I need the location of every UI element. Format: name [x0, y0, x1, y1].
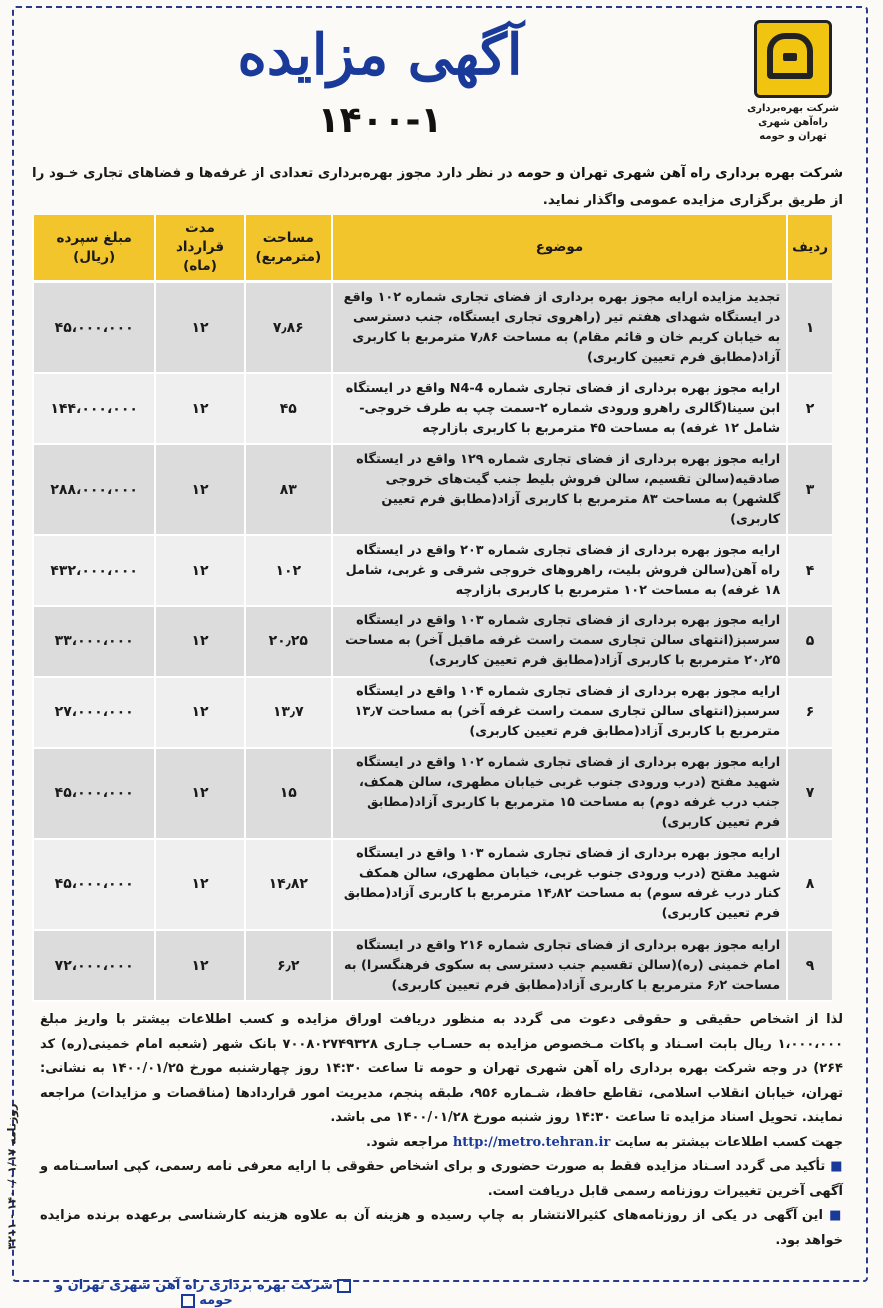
- row-area: ۱۳٫۷: [245, 677, 332, 748]
- row-subject: ارایه مجوز بهره برداری از فضای تجاری شماره ۱۰۳ واقع در ایستگاه شهید مفتح (درب ورودی جنوب غربی، خیابان مطهری، سالن همکف کنار درب غرفه سوم) به مساحت ۱۴٫۸۲ مترمربع با کاربری آزاد(مطابق فرم تعیین کاربری): [332, 839, 787, 930]
- side-note-text: روزنامه ۱۴۰۰/۰۱/۱۷ - ۳۲۱۱: [5, 1103, 19, 1250]
- side-newspaper-note: [2, 1080, 20, 1290]
- row-deposit: ۴۳۲،۰۰۰،۰۰۰: [33, 535, 155, 606]
- row-duration: ۱۲: [155, 444, 244, 535]
- row-duration: ۱۲: [155, 535, 244, 606]
- row-deposit: ۴۵،۰۰۰،۰۰۰: [33, 282, 155, 374]
- header-row-number: ردیف: [787, 215, 832, 282]
- row-duration: ۱۲: [155, 839, 244, 930]
- row-number: ۵: [787, 606, 832, 677]
- auction-number: ۱۴۰۰-۱: [317, 100, 443, 141]
- row-area: ۶٫۲: [245, 930, 332, 1001]
- footer-paragraph-1: لذا از اشخاص حقیقی و حقوقی دعوت می گردد به منظور دریافت اوراق مزایده و کسب اطلاعات بیشتر با واریز مبلغ ۱،۰۰۰،۰۰۰ ریال بابت اسـناد و پاکات مـخصوص مزایده به حسـاب جـاری ۷۰۰۸۰۲۷۴۹۳۲۸ بانک شهر (شعبه امام خمینی(ره) کد ۲۶۴) در وجه شرکت بهره برداری راه آهن شهری تهران و حومه تا ساعت ۱۴:۳۰ روز چهارشنبه مورخ ۱۴۰۰/۰۱/۲۵ به نشانی: تهران، خیابان انقلاب اسلامی، تقاطع حافظ، شـماره ۹۵۶، طبقه پنجم، مدیریت امور قراردادها (مناقصات و مزایدات) مراجعه نمایند. تحویل اسناد مزایده تا ساعت ۱۴:۳۰ روز شنبه مورخ ۱۴۰۰/۰۱/۲۸ می باشد.: [40, 1012, 843, 1125]
- bottom-company-name: شرکت بهره برداری راه آهن شهری تهران و حومه: [55, 1278, 333, 1308]
- table-row: [33, 930, 832, 1001]
- logo-caption: [743, 102, 843, 144]
- row-area: ۲۰٫۲۵: [245, 606, 332, 677]
- row-area: ۱۰۲: [245, 535, 332, 606]
- bullet-square-icon: ■: [822, 1208, 843, 1223]
- page-title: آگهی مزایده: [237, 22, 523, 88]
- row-number: ۸: [787, 839, 832, 930]
- row-duration: ۱۲: [155, 748, 244, 839]
- row-duration: ۱۲: [155, 373, 244, 444]
- metro-logo-icon: [754, 20, 832, 98]
- row-subject: ارایه مجوز بهره برداری از فضای تجاری شماره N4-4 واقع در ایستگاه ابن سینا(گالری راهرو ورودی شماره ۲-سمت چپ به طرف خروجی- شامل ۱۲ غرفه) به مساحت ۴۵ مترمربع با کاربری بازارچه: [332, 373, 787, 444]
- row-area: ۱۵: [245, 748, 332, 839]
- footer-text: [40, 1008, 843, 1253]
- row-number: ۶: [787, 677, 832, 748]
- row-subject: ارایه مجوز بهره برداری از فضای تجاری شماره ۱۰۲ واقع در ایستگاه شهید مفتح (درب ورودی جنوب غربی خیابان مطهری، سالن همکف، جنب درب غرفه دوم) به مساحت ۱۵ مترمربع با کاربری آزاد(مطابق فرم تعیین کاربری): [332, 748, 787, 839]
- row-subject: ارایه مجوز بهره برداری از فضای تجاری شماره ۱۰۳ واقع در ایستگاه سرسبز(انتهای سالن تجاری سمت راست غرفه ماقبل آخر) به مساحت ۲۰٫۲۵ مترمربع با کاربری آزاد(مطابق فرم تعیین کاربری): [332, 606, 787, 677]
- row-area: ۸۳: [245, 444, 332, 535]
- row-subject: ارایه مجوز بهره برداری از فضای تجاری شماره ۱۰۴ واقع در ایستگاه سرسبز(انتهای سالن تجاری سمت راست غرفه آخر) به مساحت ۱۳٫۷ مترمربع با کاربری آزاد(مطابق فرم تعیین کاربری): [332, 677, 787, 748]
- row-deposit: ۳۳،۰۰۰،۰۰۰: [33, 606, 155, 677]
- row-deposit: ۱۴۴،۰۰۰،۰۰۰: [33, 373, 155, 444]
- bullet-square-icon: ■: [825, 1159, 843, 1174]
- table-row: [33, 535, 832, 606]
- row-area: ۱۴٫۸۲: [245, 839, 332, 930]
- bottom-company-banner: [40, 1278, 370, 1308]
- row-subject: تجدید مزایده ارایه مجوز بهره برداری از فضای تجاری شماره ۱۰۲ واقع در ایستگاه شهدای هفتم تیر (راهروی تجاری ایستگاه، جنب دسترسی به خیابان کریم خان و قائم مقام) به مساحت ۷٫۸۶ مترمربع با کاربری آزاد(مطابق فرم تعیین کاربری): [332, 282, 787, 374]
- header-subject: موضوع: [332, 215, 787, 282]
- row-number: ۷: [787, 748, 832, 839]
- header-area: مساحت (مترمربع): [245, 215, 332, 282]
- row-duration: ۱۲: [155, 930, 244, 1001]
- row-area: ۷٫۸۶: [245, 282, 332, 374]
- row-duration: ۱۲: [155, 677, 244, 748]
- table-row: [33, 373, 832, 444]
- row-area: ۴۵: [245, 373, 332, 444]
- footer-bullet-1: [40, 1155, 843, 1204]
- table-row: [33, 748, 832, 839]
- bullet-1-text: تأکید می گردد اسـناد مزایده فقط به صورت حضوری و برای اشخاص حقوقی با ارایه معرفی نامه رسمی، کپی اساسـنامه و آگهی آخرین تغییرات روزنامه رسمی قابل دریافت است.: [40, 1159, 843, 1199]
- row-deposit: ۴۵،۰۰۰،۰۰۰: [33, 839, 155, 930]
- square-icon: [337, 1279, 351, 1293]
- row-duration: ۱۲: [155, 606, 244, 677]
- intro-company: شرکت بهره برداری راه آهن شهری تهران و حومه: [517, 166, 843, 181]
- footer-paragraph-2: [40, 1131, 843, 1156]
- row-deposit: ۴۵،۰۰۰،۰۰۰: [33, 748, 155, 839]
- row-deposit: ۲۸۸،۰۰۰،۰۰۰: [33, 444, 155, 535]
- company-logo: [743, 20, 843, 144]
- row-duration: ۱۲: [155, 282, 244, 374]
- row-number: ۹: [787, 930, 832, 1001]
- footer-link-prefix: جهت کسب اطلاعات بیشتر به سایت: [610, 1134, 843, 1150]
- table-row: [33, 839, 832, 930]
- metro-website-link[interactable]: http://metro.tehran.ir: [452, 1134, 611, 1150]
- row-subject: ارایه مجوز بهره برداری از فضای تجاری شماره ۱۲۹ واقع در ایستگاه صادقیه(سالن تقسیم، سالن فروش بلیط جنب گیت‌های خروجی گلشهر) به مساحت ۸۳ مترمربع با کاربری آزاد(مطابق فرم تعیین کاربری): [332, 444, 787, 535]
- row-number: ۲: [787, 373, 832, 444]
- logo-line2: راه‌آهن شهری تهران و حومه: [758, 117, 828, 142]
- table-row: [33, 606, 832, 677]
- footer-link-suffix: مراجعه شود.: [366, 1134, 453, 1150]
- row-number: ۱: [787, 282, 832, 374]
- table-header-row: [33, 215, 832, 282]
- table-row: [33, 677, 832, 748]
- row-subject: ارایه مجوز بهره برداری از فضای تجاری شماره ۲۰۳ واقع در ایستگاه راه آهن(سالن فروش بلیت، راهروهای خروجی شرقی و غربی، شامل ۱۸ غرفه) به مساحت ۱۰۲ مترمربع با کاربری بازارچه: [332, 535, 787, 606]
- row-deposit: ۷۲،۰۰۰،۰۰۰: [33, 930, 155, 1001]
- bullet-2-text: این آگهی در یکی از روزنامه‌های کثیرالانتشار به چاپ رسیده و هزینه آن به علاوه هزینه کارشناسی برعهده برنده مزایده خواهد بود.: [40, 1208, 843, 1248]
- logo-line1: شرکت بهره‌برداری: [747, 103, 839, 114]
- intro-paragraph: [32, 160, 843, 214]
- intro-text: در نظر دارد مجوز بهره‌برداری تعدادی از غرفه‌ها و فضاهای تجاری خـود را از طریق برگزاری مزایده عمومی واگذار نماید.: [32, 166, 843, 208]
- row-subject: ارایه مجوز بهره برداری از فضای تجاری شماره ۲۱۶ واقع در ایستگاه امام خمینی (ره)(سالن تقسیم جنب دسترسی به سکوی فرهنگسرا) به مساحت ۶٫۲ مترمربع با کاربری آزاد(مطابق فرم تعیین کاربری): [332, 930, 787, 1001]
- footer-bullet-2: [40, 1204, 843, 1253]
- row-deposit: ۲۷،۰۰۰،۰۰۰: [33, 677, 155, 748]
- header-duration: مدت قرارداد (ماه): [155, 215, 244, 282]
- row-number: ۴: [787, 535, 832, 606]
- auction-table: [32, 215, 832, 1002]
- row-number: ۳: [787, 444, 832, 535]
- table-row: [33, 282, 832, 374]
- header-deposit: مبلغ سپرده (ریال): [33, 215, 155, 282]
- table-row: [33, 444, 832, 535]
